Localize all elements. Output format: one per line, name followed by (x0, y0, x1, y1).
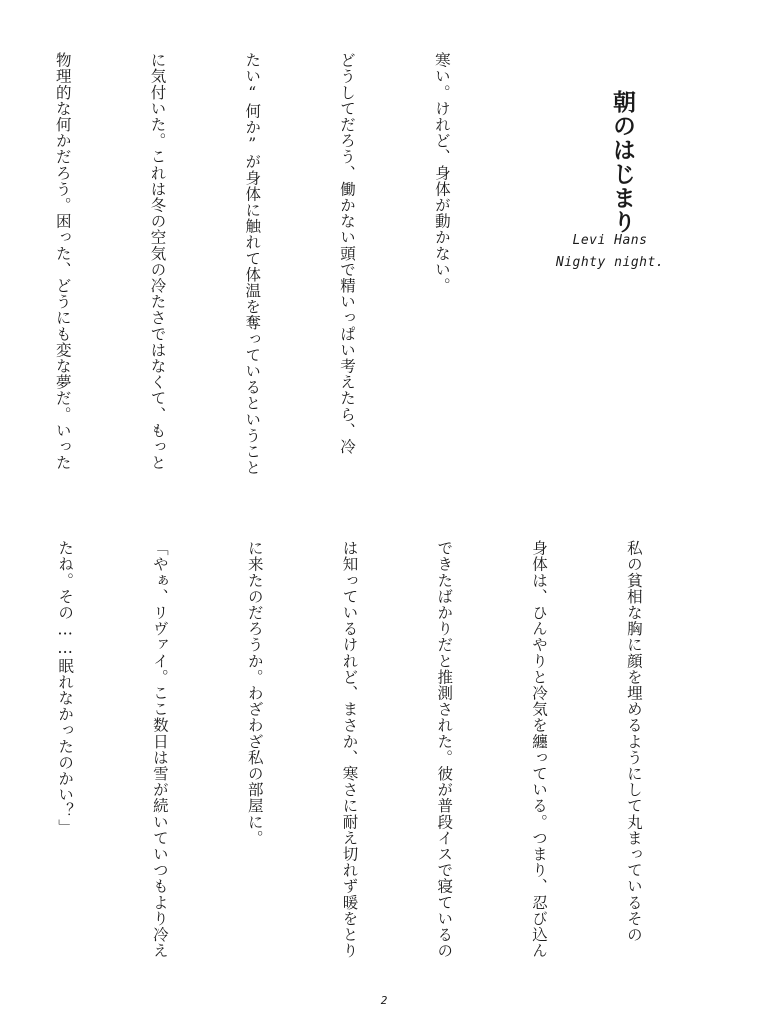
text-line: に来たのだろうか。わざわざ私の部屋に。 (245, 540, 264, 846)
subtitle-line-1: Levi Hans (572, 233, 648, 248)
text-line: たい“何か”が身体に触れて体温を奪っているということ (243, 52, 262, 476)
text-line: たね。その……眠れなかったのかい？」 (56, 540, 75, 835)
subtitle-line-2: Nighty night. (555, 255, 665, 270)
lower-text-block (0, 540, 712, 980)
text-line: に気付いた。これは冬の空気の冷たさではなくて、もっと (148, 52, 167, 471)
text-line: 寒い。けれど、身体が動かない。 (432, 52, 451, 294)
text-line: どうしてだろう、働かない頭で精いっぱい考えたら、冷 (338, 52, 357, 455)
text-line: 私の貧相な胸に顔を埋めるようにして丸まっているその (624, 540, 643, 943)
text-line: できたばかりだと推測された。彼が普段イスで寝ているの (435, 540, 454, 959)
page-number: 2 (380, 994, 388, 1007)
text-line: 物理的な何かだろう。困った、どうにも変な夢だ。いった (53, 52, 72, 471)
chapter-heading (540, 90, 740, 290)
text-line: 「やぁ、リヴァイ。ここ数日は雪が続いていつもより冷え (150, 540, 169, 959)
chapter-subtitle (540, 230, 680, 274)
text-line: 身体は、ひんやりと冷気を纏っている。つまり、忍び込ん (530, 540, 549, 959)
chapter-title: 朝のはじまり (609, 90, 635, 234)
upper-text-block (0, 52, 520, 502)
text-line: は知っているけれど、まさか、寒さに耐え切れず暖をとり (340, 540, 359, 959)
